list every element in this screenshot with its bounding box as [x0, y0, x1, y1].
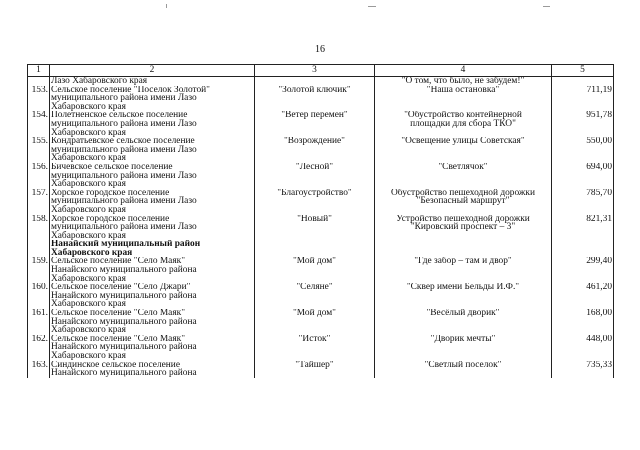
table-row	[28, 361, 614, 378]
initiative-group-cell	[255, 111, 375, 137]
project-title-line: Устройство пешеходной дорожки	[396, 214, 530, 224]
initiative-group-line: "Возрождение"	[283, 137, 346, 147]
project-title-line: "Дворик мечты"	[430, 334, 496, 344]
amount-cell: 694,00	[552, 163, 614, 189]
row-number-cell	[28, 240, 50, 257]
project-title-cell	[375, 215, 552, 241]
settlement-name-line: Хабаровского края	[51, 153, 126, 163]
row-number-cell: 157.	[28, 189, 50, 215]
initiative-group-line: "Лесной"	[295, 162, 334, 172]
table-row	[28, 283, 614, 309]
project-title-cell	[375, 240, 552, 257]
settlement-name-cell	[50, 335, 255, 361]
amount-cell: 461,20	[552, 283, 614, 309]
amount-cell	[552, 240, 614, 257]
initiative-group-line: "Исток"	[298, 334, 331, 344]
initiative-group-line: "Селяне"	[296, 283, 333, 293]
project-title-line: "Обустройство контейнерной	[404, 111, 522, 121]
table-row	[28, 215, 614, 241]
project-title-line: "Светлый поселок"	[424, 360, 502, 370]
row-number-cell	[28, 77, 50, 86]
settlement-name-line: Нанайского муниципального района	[51, 265, 197, 276]
scan-mark-right	[543, 6, 550, 7]
settlement-name-line: Полетненское сельское поселение	[51, 111, 188, 121]
row-number-cell: 159.	[28, 257, 50, 283]
settlement-name-line: Хабаровского края	[51, 273, 126, 284]
table-header-row	[28, 65, 614, 77]
amount-cell: 735,33	[552, 361, 614, 378]
row-number-cell: 156.	[28, 163, 50, 189]
initiative-group-line: "Мой дом"	[292, 257, 336, 267]
initiative-group-cell	[255, 240, 375, 257]
initiative-group-cell	[255, 137, 375, 163]
settlement-name-line: Хабаровского края	[51, 325, 126, 335]
project-title-line: "Весёлый дворик"	[426, 309, 500, 319]
initiative-group-cell	[255, 77, 375, 86]
project-title-line: "Светлячок"	[438, 162, 488, 172]
amount-cell: 299,40	[552, 257, 614, 283]
column-header-5: 5	[552, 65, 614, 77]
settlement-name-cell	[50, 86, 255, 112]
row-number-cell: 158.	[28, 215, 50, 241]
initiative-group-line: "Тайшер"	[295, 360, 334, 370]
table-row	[28, 111, 614, 137]
amount-cell: 821,31	[552, 215, 614, 241]
initiative-group-line: "Мой дом"	[292, 309, 336, 319]
row-number-cell: 154.	[28, 111, 50, 137]
project-title-line: "Освещение улицы Советская"	[401, 137, 525, 147]
settlement-name-cell	[50, 137, 255, 163]
project-title-cell	[375, 189, 552, 215]
settlement-name-cell	[50, 77, 255, 86]
section-row	[28, 240, 614, 257]
initiative-group-cell	[255, 163, 375, 189]
settlement-name-line: Нанайского муниципального района	[51, 316, 197, 327]
settlement-name-line: Сельское поселение "Село Маяк"	[51, 334, 186, 344]
row-number-cell: 153.	[28, 86, 50, 112]
column-header-2: 2	[50, 65, 255, 77]
table-row	[28, 335, 614, 361]
settlement-name-line: Кондратьевское сельское поселение	[51, 137, 195, 147]
settlement-name-cell	[50, 189, 255, 215]
project-title-cell	[375, 283, 552, 309]
initiative-group-cell	[255, 86, 375, 112]
settlement-name-line: Хорское городское поселение	[51, 188, 170, 198]
initiative-group-cell	[255, 215, 375, 241]
settlement-name-line: Хабаровского края	[51, 204, 126, 215]
settlement-name-line: Хабаровского края	[51, 299, 126, 310]
scan-mark-center	[368, 6, 376, 7]
project-title-cell	[375, 86, 552, 112]
allocation-table	[27, 64, 614, 378]
table-row	[28, 77, 614, 86]
settlement-name-cell	[50, 309, 255, 335]
table-row	[28, 257, 614, 283]
settlement-name-line: Синдинское сельское поселение	[51, 360, 180, 370]
settlement-name-line: муниципального района имени Лазо	[51, 222, 197, 233]
project-title-line: площадки для сбора ТКО"	[410, 118, 516, 129]
initiative-group-cell	[255, 257, 375, 283]
amount-cell	[552, 77, 614, 86]
project-title-line: "Безопасный маршрут"	[416, 196, 510, 207]
project-title-line: "О том, что было, не забудем!"	[401, 76, 525, 86]
amount-cell: 785,70	[552, 189, 614, 215]
row-number-cell: 160.	[28, 283, 50, 309]
settlement-name-cell	[50, 240, 255, 257]
initiative-group-line: "Благоустройство"	[277, 188, 352, 198]
project-title-cell	[375, 111, 552, 137]
settlement-name-line: Сельское поселение "Поселок Золотой"	[51, 85, 211, 95]
settlement-name-line: Нанайский муниципальный район	[51, 240, 201, 250]
initiative-group-cell	[255, 283, 375, 309]
initiative-group-line: "Новый"	[297, 214, 332, 224]
settlement-name-line: Хабаровского края	[51, 127, 126, 138]
table-row	[28, 309, 614, 335]
row-number-cell: 163.	[28, 361, 50, 378]
amount-cell: 550,00	[552, 137, 614, 163]
project-title-cell	[375, 257, 552, 283]
initiative-group-cell	[255, 189, 375, 215]
settlement-name-line: Нанайского муниципального района	[51, 290, 197, 301]
amount-cell: 168,00	[552, 309, 614, 335]
project-title-line: "Наша остановка"	[426, 85, 500, 95]
initiative-group-line: "Золотой ключик"	[278, 85, 351, 95]
project-title-line: "Сквер имени Бельды И.Ф."	[406, 283, 520, 293]
project-title-line: Обустройство пешеходной дорожки	[391, 188, 535, 198]
amount-cell: 448,00	[552, 335, 614, 361]
settlement-name-line: Хорское городское поселение	[51, 214, 170, 224]
settlement-name-cell	[50, 361, 255, 378]
scan-mark-left	[166, 4, 167, 8]
table-row	[28, 86, 614, 112]
initiative-group-cell	[255, 309, 375, 335]
row-number-cell: 161.	[28, 309, 50, 335]
project-title-cell	[375, 77, 552, 86]
settlement-name-line: Нанайского муниципального района	[51, 368, 197, 378]
settlement-name-line: Сельское поселение "Село Маяк"	[51, 309, 186, 319]
column-header-4: 4	[375, 65, 552, 77]
settlement-name-cell	[50, 163, 255, 189]
project-title-line: "Где забор – там и двор"	[414, 257, 512, 267]
settlement-name-line: Хабаровского края	[51, 230, 126, 241]
initiative-group-line: "Ветер перемен"	[281, 111, 348, 121]
table-row	[28, 163, 614, 189]
project-title-cell	[375, 163, 552, 189]
project-title-cell	[375, 361, 552, 378]
table-row	[28, 137, 614, 163]
settlement-name-line: муниципального района имени Лазо	[51, 118, 197, 129]
column-header-1: 1	[28, 65, 50, 77]
project-title-cell	[375, 335, 552, 361]
settlement-name-cell	[50, 283, 255, 309]
project-title-cell	[375, 137, 552, 163]
amount-cell: 711,19	[552, 86, 614, 112]
settlement-name-line: Хабаровского края	[51, 247, 133, 258]
settlement-name-line: муниципального района имени Лазо	[51, 93, 197, 104]
settlement-name-cell	[50, 215, 255, 241]
initiative-group-cell	[255, 361, 375, 378]
table-row	[28, 189, 614, 215]
settlement-name-line: Сельское поселение "Село Джари"	[51, 283, 191, 293]
initiative-group-cell	[255, 335, 375, 361]
column-header-3: 3	[255, 65, 375, 77]
settlement-name-line: Нанайского муниципального района	[51, 342, 197, 353]
settlement-name-line: Хабаровского края	[51, 351, 126, 361]
settlement-name-line: муниципального района имени Лазо	[51, 170, 197, 181]
settlement-name-line: Сельское поселение "Село Маяк"	[51, 257, 186, 267]
settlement-name-line: Бичевское сельское поселение	[51, 162, 173, 172]
settlement-name-line: Хабаровского края	[51, 101, 126, 112]
table-body	[28, 77, 614, 378]
settlement-name-cell	[50, 111, 255, 137]
row-number-cell: 162.	[28, 335, 50, 361]
project-title-line: "Кировский проспект – 3"	[410, 222, 516, 233]
project-title-cell	[375, 309, 552, 335]
amount-cell: 951,78	[552, 111, 614, 137]
settlement-name-cell	[50, 257, 255, 283]
settlement-name-line: Хабаровского края	[51, 179, 126, 189]
settlement-name-line: муниципального района имени Лазо	[51, 196, 197, 207]
settlement-name-line: Лазо Хабаровского края	[51, 76, 148, 86]
settlement-name-line: муниципального района имени Лазо	[51, 144, 197, 155]
row-number-cell: 155.	[28, 137, 50, 163]
page-number: 16	[315, 44, 325, 55]
